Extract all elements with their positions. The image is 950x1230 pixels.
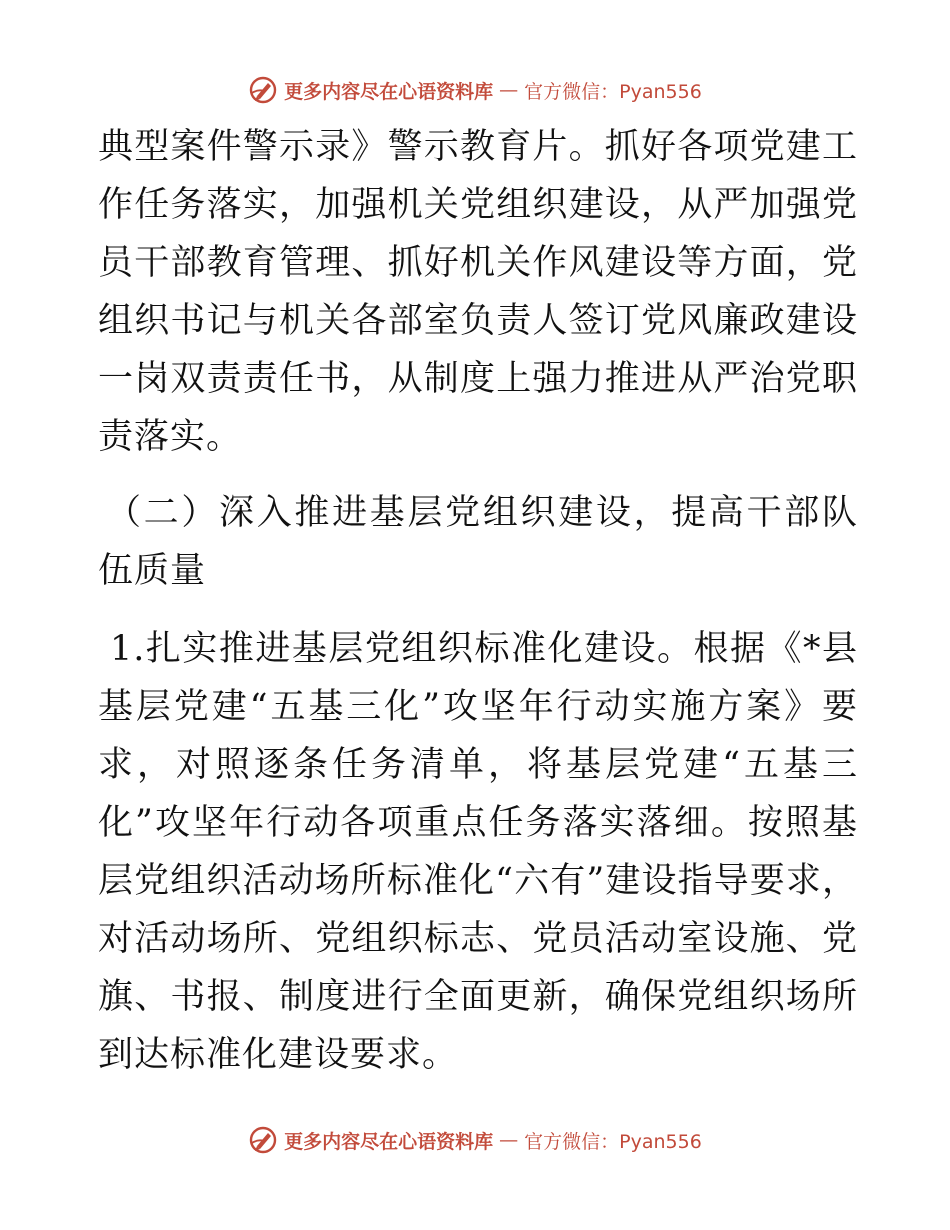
section-heading: （二）深入推进基层党组织建设，提高干部队伍质量 <box>98 493 858 591</box>
header-banner-separator: — <box>499 79 519 101</box>
paragraph-continuation: 典型案件警示录》警示教育片。抓好各项党建工作任务落实，加强机关党组织建设，从严加强党员干部教育管理、抓好机关作风建设等方面，党组织书记与机关各部室负责人签订党风廉政建设一岗双责责任书，从制度上强力推进从严治党职责落实。 <box>98 127 858 457</box>
pen-logo-icon <box>248 1125 278 1155</box>
footer-banner-main-text: 更多内容尽在心语资料库 <box>284 1130 494 1153</box>
item-1-paragraph: 1.扎实推进基层党组织标准化建设。根据《*县基层党建“五基三化”攻坚年行动实施方案》要求，对照逐条任务清单，将基层党建“五基三化”攻坚年行动各项重点任务落实落细。按照基层党组织活动场所标准化“六有”建设指导要求，对活动场所、党组织标志、党员活动室设施、党旗、书报、制度进行全面更新，确保党组织场所到达标准化建设要求。 <box>98 629 858 1075</box>
pen-logo-icon <box>248 75 278 105</box>
header-banner-wechat-text: 官方微信：Pyan556 <box>524 80 702 103</box>
document-body <box>98 118 858 1084</box>
footer-banner <box>0 1120 950 1160</box>
footer-banner-wechat-text: 官方微信：Pyan556 <box>524 1130 702 1153</box>
header-banner <box>0 70 950 110</box>
footer-banner-separator: — <box>499 1129 519 1151</box>
header-banner-main-text: 更多内容尽在心语资料库 <box>284 80 494 103</box>
